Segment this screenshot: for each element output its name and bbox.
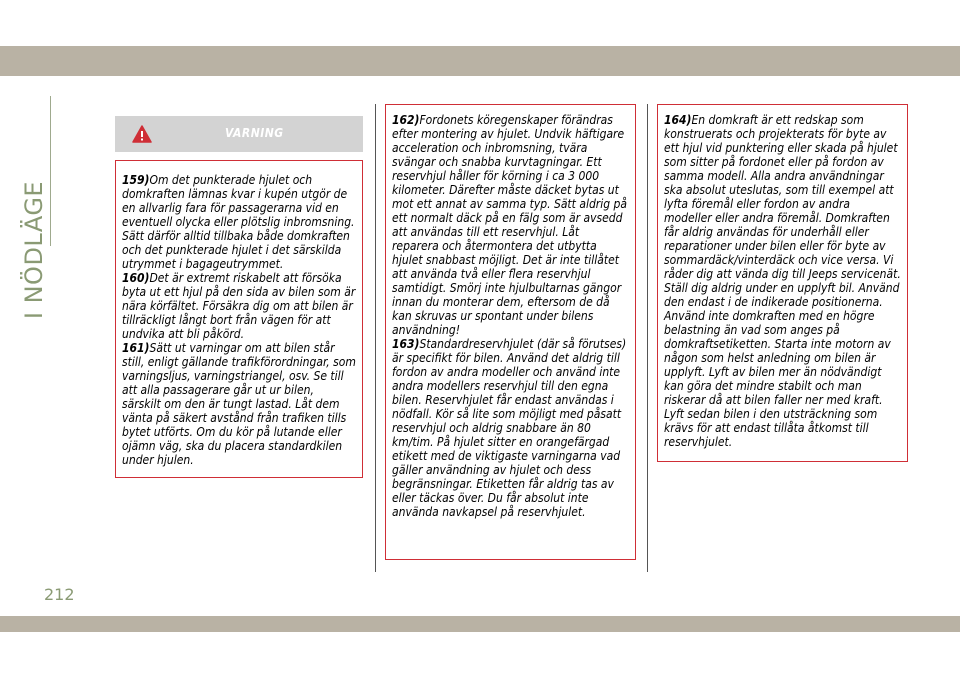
note-text: Fordonets köregenskaper förändras efter montering av hjulet. Undvik häftigare acceleration och inbromsning, tvära svängar och snabba kurvtagningar. Ett reservhjul håller för körning i ca 3 000 kilometer. Därefter måste däcket bytas ut mot ett annat av samma typ. Sätt aldrig på ett normalt däck på en fälg som är avsedd att användas till ett reservhjul. Låt reparera och återmontera det utbytta hjulet snabbast möjligt. Det är inte tillåtet att använda två eller flera reservhjul samtidigt. Smörj inte hjulbultarnas gängor innan du monterar dem, eftersom de då kan skruvas ur spontant under bilens användning! (392, 113, 627, 337)
footer-band (0, 616, 960, 632)
note-162 (392, 113, 629, 337)
warning-box-col3 (657, 104, 908, 462)
section-side-title (20, 180, 48, 320)
note-text: En domkraft är ett redskap som konstruerats och projekterats för byte av ett hjul vid punktering eller skada på hjulet som sitter på fordonet eller på fordon av samma modell. Alla andra användningar ska absolut uteslutas, som till exempel att lyfta föremål eller fordon av andra modeller eller andra föremål. Domkraften får aldrig användas för underhåll eller reparationer under bilen eller för byte av sommardäck/vinterdäck och vice versa. Vi råder dig att vända dig till Jeeps servicenät. Ställ dig aldrig under en upplyft bil. Använd den endast i de indikerade positionerna. Använd inte domkraften med en högre belastning än vad som anges på domkraftsetiketten. Starta inte motorn av någon som helst anledning om bilen är upplyft. Lyft av bilen mer än nödvändigt kan göra det mindre stabilt och man riskerar då att bilen faller ner med kraft. Lyft sedan bilen i den utsträckning som krävs för att endast tillåta åtkomst till reservhjulet. (664, 113, 901, 449)
section-side-title-text: I NÖDLÄGE (20, 180, 48, 320)
warning-triangle-icon (132, 125, 152, 143)
warning-header (115, 116, 363, 152)
note-text: Standardreservhjulet (där så förutses) är specifikt för bilen. Använd det aldrig till fordon av andra modeller och använd inte andra modellers reservhjul till den egna bilen. Reservhjulet får endast användas i nödfall. Kör så lite som möjligt med påsatt reservhjul och aldrig snabbare än 80 km/tim. På hjulet sitter en orangefärgad etikett med de viktigaste varningarna vad gäller användning av hjulet och dess begränsningar. Etiketten får aldrig tas av eller täckas över. Du får absolut inte använda navkapsel på reservhjulet. (392, 337, 627, 519)
note-number: 161) (122, 341, 150, 355)
note-text: Sätt ut varningar om att bilen står still, enligt gällande trafikförordningar, som varningsljus, varningstriangel, osv. Se till att alla passagerare går ut ur bilen, särskilt om den är tungt lastad. Låt dem vänta på säkert avstånd från trafiken tills bytet utförts. Om du kör på lutande eller ojämn väg, ska du placera standardkilen under hjulen. (122, 341, 356, 467)
warning-box-col1 (115, 160, 363, 478)
note-text: Det är extremt riskabelt att försöka byta ut ett hjul på den sida av bilen som är nära körfältet. Försäkra dig om att bilen är tillräckligt långt bort från vägen för att undvika att bli påkörd. (122, 271, 356, 341)
note-163 (392, 337, 629, 519)
column-divider (375, 104, 376, 572)
note-160 (122, 271, 356, 341)
note-159 (122, 173, 356, 271)
column-divider (647, 104, 648, 572)
note-161 (122, 341, 356, 467)
note-number: 163) (392, 337, 420, 351)
header-band (0, 46, 960, 76)
side-title-rule (50, 96, 51, 246)
note-number: 160) (122, 271, 150, 285)
note-text: Om det punkterade hjulet och domkraften lämnas kvar i kupén utgör de en allvarlig fara för passagerarna vid en eventuell olycka eller plötslig inbromsning. Sätt därför alltid tillbaka både domkraften och det punkterade hjulet i det särskilda utrymmet i bagageutrymmet. (122, 173, 355, 271)
warning-box-col2 (385, 104, 636, 560)
note-number: 159) (122, 173, 150, 187)
page-number: 212 (44, 585, 75, 604)
note-number: 164) (664, 113, 692, 127)
note-number: 162) (392, 113, 420, 127)
note-164 (664, 113, 901, 449)
warning-label: VARNING (225, 126, 284, 140)
